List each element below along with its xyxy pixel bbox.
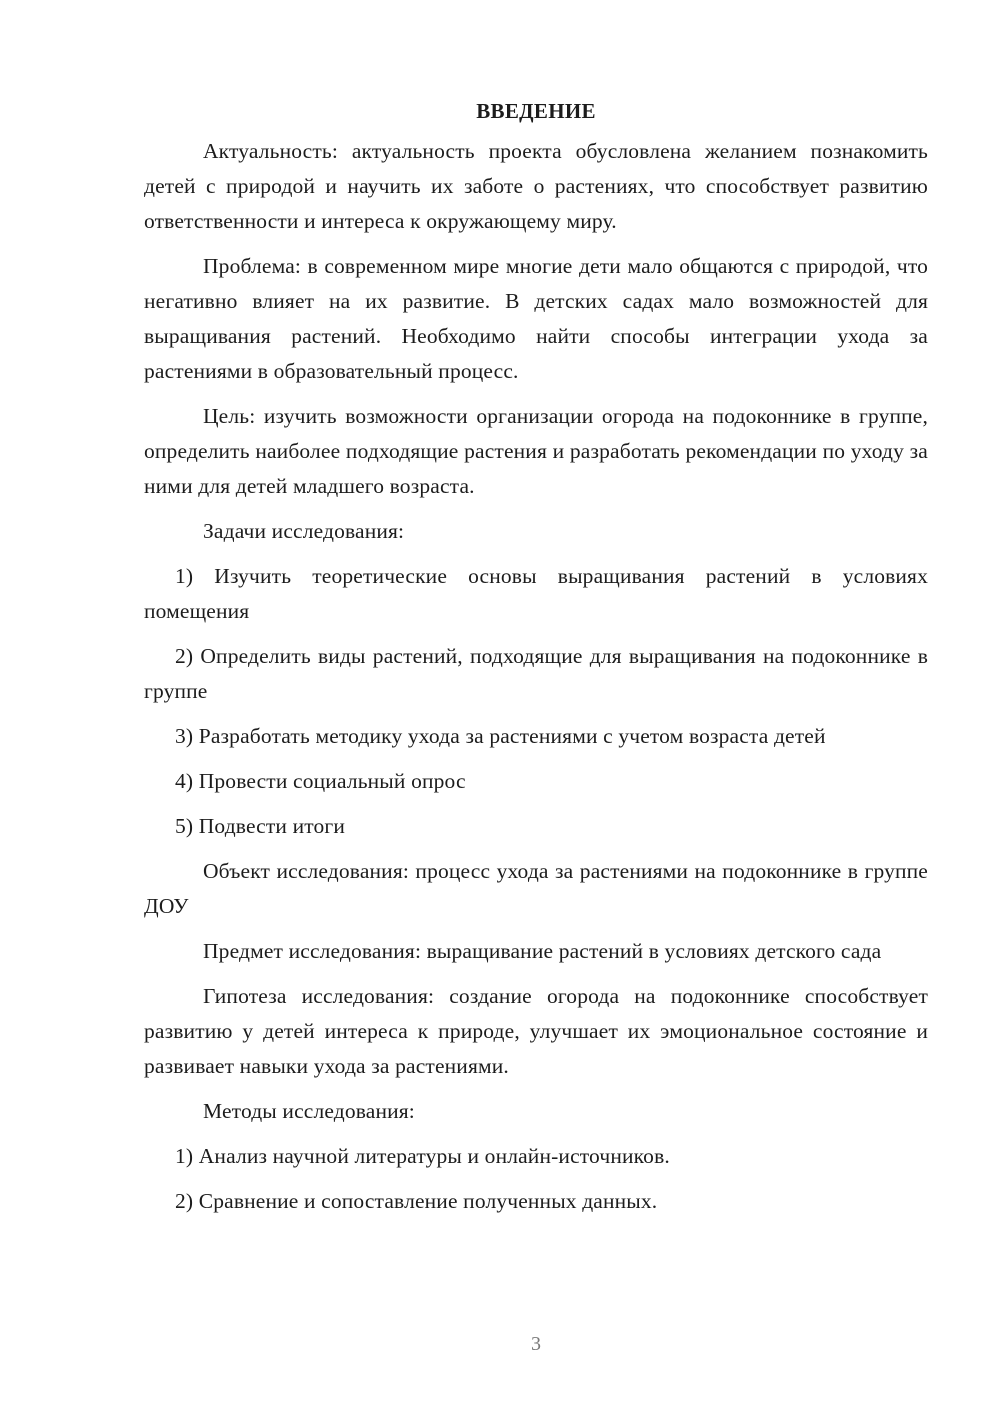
object-paragraph: Объект исследования: процесс ухода за растениями на подоконнике в группе ДОУ <box>144 859 928 918</box>
task-item: 5) Подвести итоги <box>175 814 346 838</box>
subject-paragraph: Предмет исследования: выращивание растений в условиях детского сада <box>203 939 882 963</box>
task-item: 3) Разработать методику ухода за растениями с учетом возраста детей <box>175 724 826 748</box>
tasks-heading: Задачи исследования: <box>203 519 405 543</box>
method-item: 2) Сравнение и сопоставление полученных данных. <box>175 1189 658 1213</box>
hypothesis-paragraph: Гипотеза исследования: создание огорода на подоконнике способствует развитию у детей интереса к природе, улучшает их эмоциональное состояние и развивает навыки ухода за растениями. <box>144 984 928 1078</box>
task-item: 4) Провести социальный опрос <box>175 769 466 793</box>
problem-paragraph: Проблема: в современном мире многие дети мало общаются с природой, что негативно влияет на их развитие. В детских садах мало возможностей для выращивания растений. Необходимо найти способы интеграции ухода за растениями в образовательный процесс. <box>144 254 928 383</box>
methods-heading: Методы исследования: <box>203 1099 415 1123</box>
page-number: 3 <box>531 1333 541 1355</box>
document-page <box>144 94 928 1229</box>
task-item: 2) Определить виды растений, подходящие для выращивания на подоконнике в группе <box>144 644 928 703</box>
goal-paragraph: Цель: изучить возможности организации огорода на подоконнике в группе, определить наиболее подходящие растения и разработать рекомендации по уходу за ними для детей младшего возраста. <box>144 404 928 498</box>
method-item: 1) Анализ научной литературы и онлайн-источников. <box>175 1144 670 1168</box>
relevance-paragraph: Актуальность: актуальность проекта обусловлена желанием познакомить детей с природой и научить их заботе о растениях, что способствует развитию ответственности и интереса к окружающему миру. <box>144 139 928 233</box>
tasks-list <box>144 559 928 844</box>
task-item: 1) Изучить теоретические основы выращивания растений в условиях помещения <box>144 564 928 623</box>
methods-list <box>144 1139 928 1219</box>
section-title: ВВЕДЕНИЕ <box>476 99 596 123</box>
